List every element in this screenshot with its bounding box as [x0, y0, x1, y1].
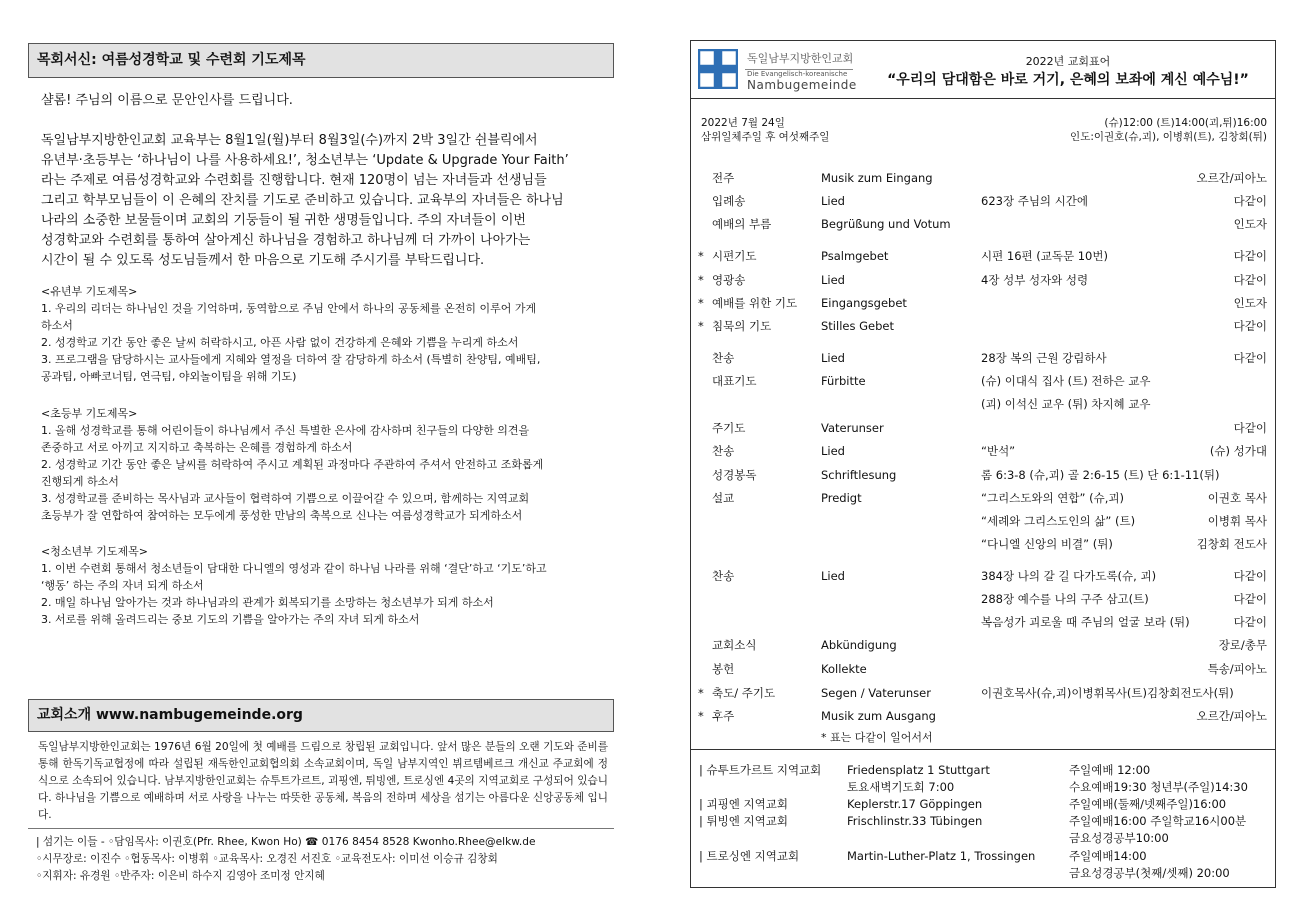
location-tuebingen-name: | 튀빙엔 지역교회: [699, 814, 788, 828]
prayer-title: <청소년부 기도제목>: [41, 545, 148, 558]
prayer-section-children: [41, 283, 611, 385]
church-intro-text: 독일남부지방한인교회는 1976년 6월 20일에 첫 예배를 드림으로 창립된 교회입니다. 앞서 많은 분들의 오랜 기도와 준비를 통해 한독기독교협정에 따라 설립된 재독한인교회협의회 소속교회이며, 독일 남부지역인 뷔르템베르크 개신교 주교회에 정식으로 소속되어 있습니다. 남부지방한인교회는 슈투트가르트, 괴핑엔, 튀빙엔, 트로싱엔 4곳의 지역교회로 구성되어 있습니다. 하나님을 기쁨으로 예배하며 서로 사랑을 나누는 따뜻한 공동체, 복음의 전하며 세상을 섬기는 아름다운 신앙공동체 입니다.: [38, 741, 608, 821]
order-korean-label: 시편기도: [712, 249, 757, 263]
prayer-line: 초등부가 잘 연합하여 참여하는 모두에게 풍성한 만남의 축복으로 신나는 여름성경학교가 되게하소서: [41, 509, 523, 522]
order-detail: (슈) 이대식 집사 (트) 전하은 교우: [981, 374, 1151, 388]
order-row: [691, 315, 1275, 337]
order-korean-label: 입례송: [712, 194, 746, 208]
order-row: [691, 393, 1275, 415]
order-row: [691, 269, 1275, 291]
order-row: [691, 611, 1275, 633]
order-responsible: 다같이: [1233, 592, 1267, 606]
letter-line: 라는 주제로 여름성경학교와 수련회를 진행합니다. 현재 120명이 넘는 자녀들과 선생님들: [41, 173, 547, 188]
order-detail: 288장 예수를 나의 구주 삼고(트): [981, 592, 1149, 606]
worship-order-column: [690, 40, 1276, 888]
divider: [28, 828, 614, 829]
order-german-label: Psalmgebet: [821, 249, 889, 263]
order-row: [691, 370, 1275, 392]
order-detail: 시편 16편 (교독문 10번): [981, 249, 1108, 263]
standing-note: * 표는 다같이 일어서서: [821, 731, 933, 744]
order-row: [691, 658, 1275, 680]
order-korean-label: 성경봉독: [712, 468, 757, 482]
bulletin-header: [691, 41, 1275, 99]
order-german-label: Schriftlesung: [821, 468, 897, 482]
service-leaders: 인도:이권호(슈,괴), 이병휘(트), 김창회(튀): [1070, 131, 1267, 143]
order-detail: 롬 6:3-8 (슈,괴) 골 2:6-15 (트) 단 6:1-11(튀): [981, 468, 1220, 482]
prayer-section-youth: [41, 543, 611, 628]
prayer-line: 존중하고 서로 아끼고 지지하고 축복하는 은혜를 경험하게 하소서: [41, 441, 353, 454]
service-times: (슈)12:00 (트)14:00(괴,튀)16:00: [1104, 117, 1267, 129]
letter-line: 나라의 소중한 보물들이며 교회의 기둥들이 될 귀한 생명들입니다. 주의 자녀들이 이번: [41, 213, 526, 228]
order-row: [691, 292, 1275, 314]
order-responsible: 김창회 전도사: [1196, 537, 1267, 551]
order-row: [691, 167, 1275, 189]
church-cross-logo-icon: [698, 49, 738, 89]
order-responsible: 다같이: [1233, 319, 1267, 333]
divider: [691, 749, 1275, 750]
letter-header: 목회서신: 여름성경학교 및 수련회 기도제목: [28, 43, 614, 78]
location-tuebingen-time: 금요성경공부10:00: [1069, 831, 1169, 845]
staff-line: | 섬기는 이들 - ◦담임목사: 이권호(Pfr. Rhee, Kwon Ho) ☎ 0176 8454 8528 Kwonho.Rhee@elkw.de: [36, 836, 536, 848]
order-responsible: 다같이: [1233, 615, 1267, 629]
order-row: [691, 417, 1275, 439]
prayer-line: 하소서: [41, 319, 73, 332]
order-detail: 복음성가 괴로울 때 주님의 얼굴 보라 (튀): [981, 615, 1190, 629]
order-detail: “그리스도와의 연합” (슈,괴): [981, 491, 1124, 505]
prayer-line: 2. 성경학교 기간 동안 좋은 날씨 허락하시고, 아픈 사람 없이 건강하게 은혜와 기쁨을 누리게 하소서: [41, 336, 519, 349]
order-german-label: Lied: [821, 569, 845, 583]
location-trossingen-name: | 트로싱엔 지역교회: [699, 849, 800, 863]
order-korean-label: 축도/ 주기도: [712, 686, 776, 700]
church-name-korean: 독일남부지방한인교회: [747, 52, 854, 65]
letter-body: [41, 91, 611, 271]
letter-line: 그리고 학부모님들이 이 은혜의 잔치를 기도로 준비하고 있습니다. 교육부의 자녀들은 하나님: [41, 193, 564, 208]
order-row: [691, 705, 1275, 727]
prayer-line: 공과팀, 아빠코너팀, 연극팀, 야외놀이팀을 위해 기도): [41, 370, 297, 383]
order-german-label: Begrüßung und Votum: [821, 217, 951, 231]
prayer-title: <초등부 기도제목>: [41, 407, 138, 420]
location-trossingen-address: Martin-Luther-Platz 1, Trossingen: [847, 849, 1036, 863]
location-goeppingen-name: | 괴핑엔 지역교회: [699, 797, 788, 811]
order-korean-label: 찬송: [712, 444, 735, 458]
order-row: [691, 565, 1275, 587]
order-row: [691, 588, 1275, 610]
order-star: *: [698, 296, 704, 310]
order-responsible: 이병휘 목사: [1207, 514, 1267, 528]
location-trossingen-time: 주일예배14:00: [1069, 849, 1147, 863]
order-responsible: 다같이: [1233, 273, 1267, 287]
order-german-label: Lied: [821, 351, 845, 365]
order-german-label: Vaterunser: [821, 421, 884, 435]
order-detail: “세례와 그리스도인의 삶” (트): [981, 514, 1136, 528]
staff-line: ◦시무장로: 이진수 ◦협동목사: 이병휘 ◦교육목사: 오경진 서진호 ◦교육전도사: 이미선 이승규 김창회: [36, 853, 498, 865]
order-row: [691, 190, 1275, 212]
order-responsible: 특송/피아노: [1207, 662, 1267, 676]
order-row: [691, 634, 1275, 656]
location-goeppingen-time: 주일예배(둘째/넷째주일)16:00: [1069, 797, 1227, 811]
prayer-line: 1. 이번 수련회 통해서 청소년들이 담대한 다니엘의 영성과 같이 하나님 나라를 위해 ‘결단’하고 ‘기도’하고: [41, 562, 547, 575]
staff-list: [36, 834, 611, 885]
order-german-label: Kollekte: [821, 662, 867, 676]
location-tuebingen-time: 주일예배16:00 주일학교16시00분: [1069, 814, 1247, 828]
order-detail: 4장 성부 성자와 성령: [981, 273, 1089, 287]
order-responsible: 다같이: [1233, 421, 1267, 435]
liturgical-day: 삼위일체주일 후 여섯째주일: [701, 131, 830, 143]
order-detail: “반석”: [981, 444, 1016, 458]
order-responsible: 이권호 목사: [1207, 491, 1267, 505]
order-korean-label: 침묵의 기도: [712, 319, 772, 333]
prayer-line: 2. 성경학교 기간 동안 좋은 날씨를 허락하여 주시고 계획된 과정마다 주관하여 주셔서 안전하고 조화롭게: [41, 458, 544, 471]
order-korean-label: 찬송: [712, 569, 735, 583]
location-stuttgart-address: Friedensplatz 1 Stuttgart: [847, 763, 990, 777]
location-stuttgart-extra: 토요새벽기도회 7:00: [847, 780, 955, 794]
order-german-label: Musik zum Eingang: [821, 171, 933, 185]
prayer-line: 1. 우리의 리더는 하나님인 것을 기억하며, 동역함으로 주님 안에서 하나의 공동체를 온전히 이루어 가게: [41, 302, 537, 315]
order-german-label: Lied: [821, 273, 845, 287]
order-korean-label: 설교: [712, 491, 735, 505]
location-stuttgart-time: 주일예배 12:00: [1069, 763, 1151, 777]
church-intro-header: 교회소개 www.nambugemeinde.org: [28, 699, 614, 732]
letter-line: 시간이 될 수 있도록 성도님들께서 한 마음으로 기도해 주시기를 부탁드립니다.: [41, 253, 485, 268]
order-korean-label: 찬송: [712, 351, 735, 365]
prayer-line: 3. 성경학교를 준비하는 목사님과 교사들이 협력하여 기쁨으로 이끌어갈 수 있으며, 함께하는 지역교회: [41, 492, 530, 505]
order-responsible: 다같이: [1233, 569, 1267, 583]
motto-label: 2022년 교회표어: [1025, 55, 1111, 68]
order-responsible: 다같이: [1233, 194, 1267, 208]
order-korean-label: 전주: [712, 171, 735, 185]
order-star: *: [698, 319, 704, 333]
order-row: [691, 245, 1275, 267]
order-row: [691, 440, 1275, 462]
service-date: 2022년 7월 24일: [701, 117, 785, 129]
order-star: *: [698, 273, 704, 287]
order-responsible: 다같이: [1233, 249, 1267, 263]
order-german-label: Stilles Gebet: [821, 319, 894, 333]
order-german-label: Musik zum Ausgang: [821, 709, 936, 723]
order-responsible: 인도자: [1233, 217, 1267, 231]
prayer-line: ‘행동’ 하는 주의 자녀 되게 하소서: [41, 579, 204, 592]
location-goeppingen-address: Keplerstr.17 Göppingen: [847, 797, 983, 811]
letter-paragraph: [41, 131, 611, 271]
order-row: [691, 510, 1275, 532]
order-row: [691, 487, 1275, 509]
order-row: [691, 347, 1275, 369]
order-detail: (괴) 이석신 교우 (튀) 차지혜 교우: [981, 397, 1151, 411]
prayer-line: 진행되게 하소서: [41, 475, 119, 488]
order-responsible: 오르간/피아노: [1196, 709, 1267, 723]
order-korean-label: 대표기도: [712, 374, 757, 388]
church-motto: “우리의 담대함은 바로 거기, 은혜의 보좌에 계신 예수님!”: [887, 72, 1249, 88]
order-detail: 384장 나의 갈 길 다가도록(슈, 괴): [981, 569, 1157, 583]
order-korean-label: 영광송: [712, 273, 746, 287]
church-name-german-line2: Nambugemeinde: [747, 78, 857, 92]
order-german-label: Lied: [821, 194, 845, 208]
order-star: *: [698, 249, 704, 263]
location-trossingen-time: 금요성경공부(첫째/셋째) 20:00: [1069, 866, 1230, 880]
prayer-line: 3. 프로그램을 담당하시는 교사들에게 지혜와 열정을 더하여 잘 감당하게 하소서 (특별히 찬양팀, 예배팀,: [41, 353, 541, 366]
order-row: [691, 464, 1275, 486]
order-korean-label: 봉헌: [712, 662, 735, 676]
prayer-line: 3. 서로를 위해 올려드리는 중보 기도의 기쁨을 알아가는 주의 자녀 되게 하소서: [41, 613, 420, 626]
order-row: [691, 533, 1275, 555]
prayer-line: 1. 올해 성경학교를 통해 어린이들이 하나님께서 주신 특별한 은사에 감사하며 친구들의 다양한 의견을: [41, 424, 530, 437]
prayer-section-elementary: [41, 405, 611, 524]
prayer-title: <유년부 기도제목>: [41, 285, 138, 298]
order-korean-label: 교회소식: [712, 638, 757, 652]
order-responsible: 오르간/피아노: [1196, 171, 1267, 185]
location-stuttgart-name: | 슈투트가르트 지역교회: [699, 763, 822, 777]
order-german-label: Lied: [821, 444, 845, 458]
letter-line: 유년부‧초등부는 ‘하나님이 나를 사용하세요!’, 청소년부는 ‘Update & Upgrade Your Faith’: [41, 153, 569, 168]
greeting: 샬롬! 주님의 이름으로 문안인사를 드립니다.: [41, 93, 293, 108]
order-detail: 이권호목사(슈,괴)이병휘목사(트)김창회전도사(튀): [981, 686, 1234, 700]
order-korean-label: 예배의 부름: [712, 217, 772, 231]
location-stuttgart-time: 수요예배19:30 청년부(주일)14:30: [1069, 780, 1248, 794]
order-korean-label: 주기도: [712, 421, 746, 435]
order-korean-label: 예배를 위한 기도: [712, 296, 798, 310]
order-detail: “다니엘 신앙의 비결” (튀): [981, 537, 1113, 551]
order-german-label: Segen / Vaterunser: [821, 686, 931, 700]
order-responsible: (슈) 성가대: [1209, 444, 1267, 458]
church-name-german-line1: Die Evangelisch-koreanische: [747, 70, 848, 78]
order-star: *: [698, 709, 704, 723]
order-row: [691, 213, 1275, 235]
letter-line: 성경학교와 수련회를 통하여 살아계신 하나님을 경험하고 하나님께 더 가까이 나아가는: [41, 233, 531, 248]
location-tuebingen-address: Frischlinstr.33 Tübingen: [847, 814, 983, 828]
order-responsible: 장로/총무: [1218, 638, 1267, 652]
staff-line: ◦지휘자: 유경원 ◦반주자: 이은비 하수지 김영아 조미정 안지혜: [36, 870, 325, 882]
order-german-label: Fürbitte: [821, 374, 866, 388]
letter-line: 독일남부지방한인교회 교육부는 8월1일(월)부터 8월3일(수)까지 2박 3일간 쉰블릭에서: [41, 133, 538, 148]
order-german-label: Eingangsgebet: [821, 296, 907, 310]
order-detail: 623장 주님의 시간에: [981, 194, 1089, 208]
order-star: *: [698, 686, 704, 700]
order-row: [691, 682, 1275, 704]
order-korean-label: 후주: [712, 709, 735, 723]
pastoral-letter-column: [28, 43, 614, 903]
prayer-line: 2. 매일 하나님 알아가는 것과 하나님과의 관계가 회복되기를 소망하는 청소년부가 되게 하소서: [41, 596, 494, 609]
order-responsible: 인도자: [1233, 296, 1267, 310]
order-german-label: Predigt: [821, 491, 862, 505]
order-detail: 28장 복의 근원 강림하사: [981, 351, 1107, 365]
order-responsible: 다같이: [1233, 351, 1267, 365]
order-german-label: Abkündigung: [821, 638, 897, 652]
